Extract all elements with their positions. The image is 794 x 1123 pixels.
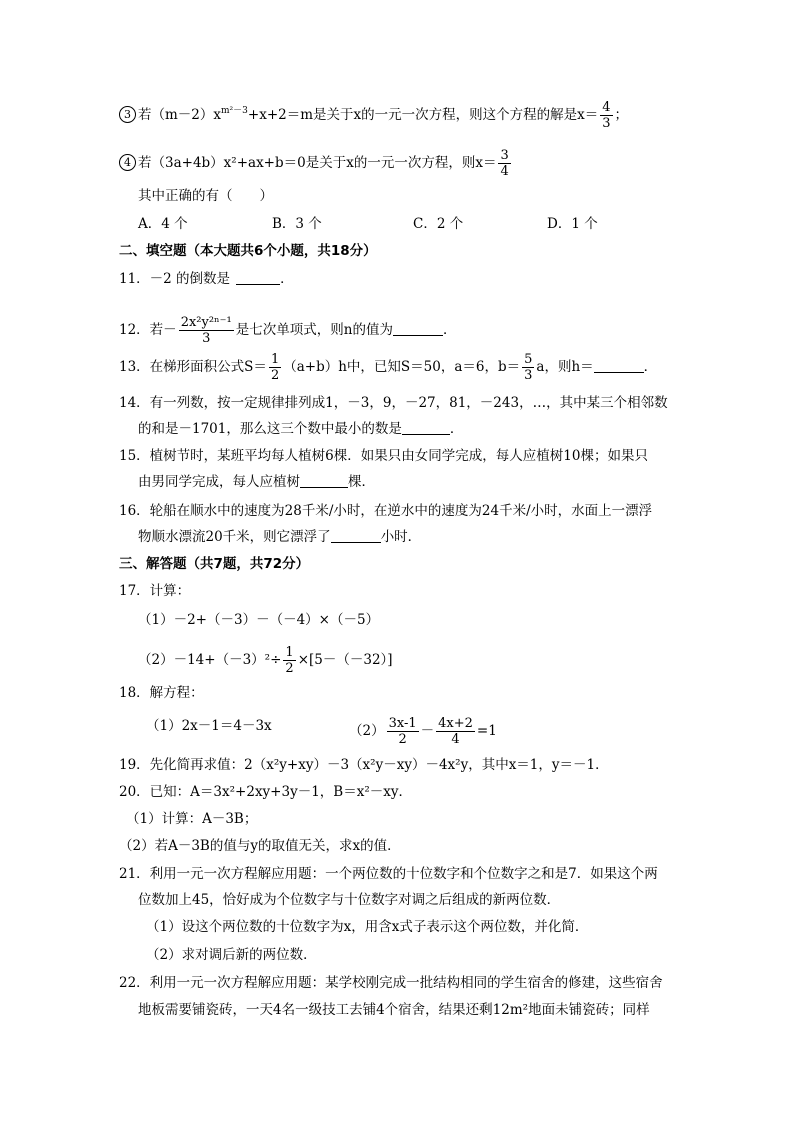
q22-line1: 22．利用一元一次方程解应用题：某学校刚完成一批结构相同的学生宿舍的修建，这些宿舍 (119, 975, 663, 991)
q21-part2: （2）求对调后新的两位数． (146, 947, 317, 963)
q20-part1: （1）计算：A－3B； (126, 811, 258, 827)
q17-part2: （2）－14+（－3）²÷ $\frac{1}{2}$ ×[5－（－32）] (138, 645, 393, 676)
q12-fraction: $\frac{\text{2x²y²ⁿ⁻¹}}{3}$ (180, 315, 232, 346)
circled-4: 4 (119, 154, 136, 171)
q22-line2: 地板需要铺瓷砖，一天4名一级技工去铺4个宿舍，结果还剩12m²地面未铺瓷砖；同样 (138, 1002, 650, 1018)
statement-4-text: 若（3a+4b）x²+ax+b＝0是关于x的一元一次方程，则x＝ (138, 155, 497, 171)
q21-line1: 21．利用一元一次方程解应用题：一个两位数的十位数字和个位数字之和是7．如果这个两 (119, 866, 658, 882)
q20-part2: （2）若A－3B的值与y的取值无关，求x的值． (119, 838, 401, 854)
q11: 11．－2 的倒数是 ． (119, 271, 294, 287)
q14-line1: 14．有一列数，按一定规律排列成1，－3，9，－27，81，－243，…，其中某三个相邻数 (119, 395, 668, 411)
q18-part2: （2） $\frac{3x-1}{2}$ － $\frac{4x+2}{4}$ =1 (349, 716, 497, 747)
q10-option-c: C．2 个 (413, 216, 464, 232)
statement-4 (119, 148, 513, 179)
q12: 12．若－ $\frac{\text{2x²y²ⁿ⁻¹}}{3}$ 是七次单项式，则n的值为 ． (119, 315, 457, 346)
fraction-3-4: $\frac{3}{4}$ (500, 148, 509, 179)
q18-part1: （1）2x－1＝4－3x (146, 718, 272, 734)
section-3-title: 三、解答题（共7题，共72分） (119, 556, 310, 572)
q17-part1: （1）－2+（－3）－（－4）×（－5） (138, 612, 380, 628)
q15-line1: 15．植树节时，某班平均每人植树6棵．如果只由女同学完成，每人应植树10棵；如果只 (119, 448, 648, 464)
q21-part1: （1）设这个两位数的十位数字为x，用含x式子表示这个两位数，并化简． (146, 919, 589, 935)
q10-stem: 其中正确的有（ ） (138, 188, 273, 204)
q21-line2: 位数加上45，恰好成为个位数字与十位数字对调之后组成的新两位数． (138, 892, 561, 908)
q14-line2: 的和是－1701，那么这三个数中最小的数是 ． (138, 421, 464, 437)
exponent: m²－3 (221, 106, 248, 116)
q16-line1: 16．轮船在顺水中的速度为28千米/小时，在逆水中的速度为24千米/小时，水面上一漂浮 (119, 503, 653, 519)
q13: 13．在梯形面积公式S＝ $\frac{1}{2}$ （a+b）h中，已知S＝50，a＝6，b＝ $\frac{5}{3}$ a，则h＝ ． (119, 352, 658, 383)
q15-line2: 由男同学完成，每人应植树 棵． (138, 474, 375, 490)
fraction-4-3: $\frac{4}{3}$ (602, 100, 611, 131)
q18-stem: 18．解方程： (119, 685, 204, 701)
q16-line2: 物顺水漂流20千米，则它漂浮了 小时． (138, 529, 422, 545)
statement-3-text: 若（m－2）x (138, 107, 222, 123)
q17-stem: 17．计算： (119, 583, 191, 599)
section-2-title: 二、填空题（本大题共6个小题，共18分） (119, 243, 377, 259)
statement-3: 3 若$(m-2)x^{m^2-3}+x+2=m$是关于x的一元一次方程，则这个方程的解是x＝ $\frac{4}{3}$ ； (119, 100, 628, 131)
q10-option-d: D．1 个 (547, 216, 598, 232)
q10-option-a: A．4 个 (138, 216, 188, 232)
q19: 19．先化简再求值：2（x²y+xy）－3（x²y－xy）－4x²y，其中x＝1，y＝－1． (119, 757, 609, 773)
q20-stem: 20．已知：A＝3x²+2xy+3y－1，B＝x²－xy． (119, 784, 412, 800)
circled-3: 3 (119, 106, 136, 123)
statement-3-rest: +x+2＝m是关于x的一元一次方程，则这个方程的解是x＝ (247, 107, 599, 123)
q10-option-b: B．3 个 (272, 216, 322, 232)
